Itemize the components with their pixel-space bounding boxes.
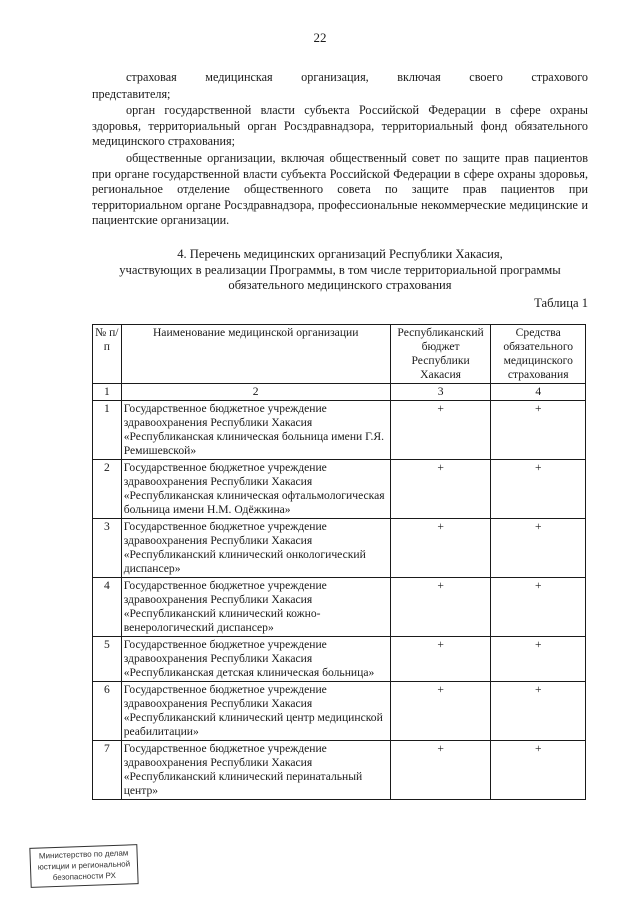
row-number: 5 <box>93 637 122 682</box>
intro-paragraph-2: орган государственной власти субъекта Российской Федерации в сфере охраны здоровья, территориальный орган Росздравнадзора, территориальный фонд обязательного медицинского страхования; <box>92 103 588 149</box>
header-number: № п/п <box>93 325 122 384</box>
table-label: Таблица 1 <box>534 296 588 310</box>
col-number-1: 1 <box>93 384 122 401</box>
section-title-line1: 4. Перечень медицинских организаций Республики Хакасия, <box>177 247 503 261</box>
header-budget: Республиканский бюджет Республики Хакасия <box>390 325 491 384</box>
row-oms-mark: + <box>491 682 586 741</box>
row-oms-mark: + <box>491 637 586 682</box>
section-title <box>60 247 620 294</box>
row-organization-name: Государственное бюджетное учреждение здравоохранения Республики Хакасия «Республиканская клиническая офтальмологическая больница имени Н.М. Одёжкина» <box>121 460 390 519</box>
table-row <box>93 519 586 578</box>
row-organization-name: Государственное бюджетное учреждение здравоохранения Республики Хакасия «Республиканский клинический онкологический диспансер» <box>121 519 390 578</box>
row-budget-mark: + <box>390 741 491 800</box>
organizations-table <box>92 324 586 800</box>
row-number: 2 <box>93 460 122 519</box>
intro-line1-cont: представителя; <box>92 86 171 101</box>
row-organization-name: Государственное бюджетное учреждение здравоохранения Республики Хакасия «Республиканская клиническая больница имени Г.Я. Ремишевской» <box>121 401 390 460</box>
col-number-2: 2 <box>121 384 390 401</box>
page-number: 22 <box>313 30 327 45</box>
table-row <box>93 460 586 519</box>
row-number: 1 <box>93 401 122 460</box>
row-oms-mark: + <box>491 578 586 637</box>
row-budget-mark: + <box>390 401 491 460</box>
table-column-numbers-row <box>93 384 586 401</box>
row-organization-name: Государственное бюджетное учреждение здравоохранения Республики Хакасия «Республиканский клинический кожно-венерологический диспансер» <box>121 578 390 637</box>
stamp-line1: Министерство по делам <box>38 848 129 861</box>
row-number: 7 <box>93 741 122 800</box>
row-oms-mark: + <box>491 460 586 519</box>
row-oms-mark: + <box>491 401 586 460</box>
ministry-stamp <box>29 844 138 888</box>
table-row <box>93 682 586 741</box>
row-oms-mark: + <box>491 741 586 800</box>
intro-text <box>92 70 588 230</box>
section-title-line3: обязательного медицинского страхования <box>228 278 452 293</box>
intro-line1: страховая медицинская организация, включая своего страхового <box>126 70 588 84</box>
row-organization-name: Государственное бюджетное учреждение здравоохранения Республики Хакасия «Республиканская детская клиническая больница» <box>121 637 390 682</box>
table-row <box>93 401 586 460</box>
section-title-line2: участвующих в реализации Программы, в том числе территориальной программы <box>119 262 561 277</box>
row-organization-name: Государственное бюджетное учреждение здравоохранения Республики Хакасия «Республиканский клинический перинатальный центр» <box>121 741 390 800</box>
row-number: 3 <box>93 519 122 578</box>
table-row <box>93 741 586 800</box>
intro-paragraph-3: общественные организации, включая общественный совет по защите прав пациентов при органе государственной власти субъекта Российской Федерации в сфере охраны здоровья, региональное отделение общественного совета по защите прав пациентов при территориальном органе Росздравнадзора, профессиональные некоммерческие медицинские и пациентские организации. <box>92 150 588 228</box>
row-budget-mark: + <box>390 637 491 682</box>
table-header-row <box>93 325 586 384</box>
row-number: 6 <box>93 682 122 741</box>
table-row <box>93 637 586 682</box>
col-number-3: 3 <box>390 384 491 401</box>
table-row <box>93 578 586 637</box>
row-budget-mark: + <box>390 519 491 578</box>
row-organization-name: Государственное бюджетное учреждение здравоохранения Республики Хакасия «Республиканский клинический центр медицинской реабилитации» <box>121 682 390 741</box>
header-organization: Наименование медицинской организации <box>121 325 390 384</box>
stamp-line3: безопасности РХ <box>52 870 117 883</box>
row-budget-mark: + <box>390 682 491 741</box>
row-oms-mark: + <box>491 519 586 578</box>
row-budget-mark: + <box>390 578 491 637</box>
col-number-4: 4 <box>491 384 586 401</box>
row-budget-mark: + <box>390 460 491 519</box>
header-oms: Средства обязательного медицинского страхования <box>491 325 586 384</box>
row-number: 4 <box>93 578 122 637</box>
stamp-line2: юстиции и региональной <box>37 859 131 872</box>
